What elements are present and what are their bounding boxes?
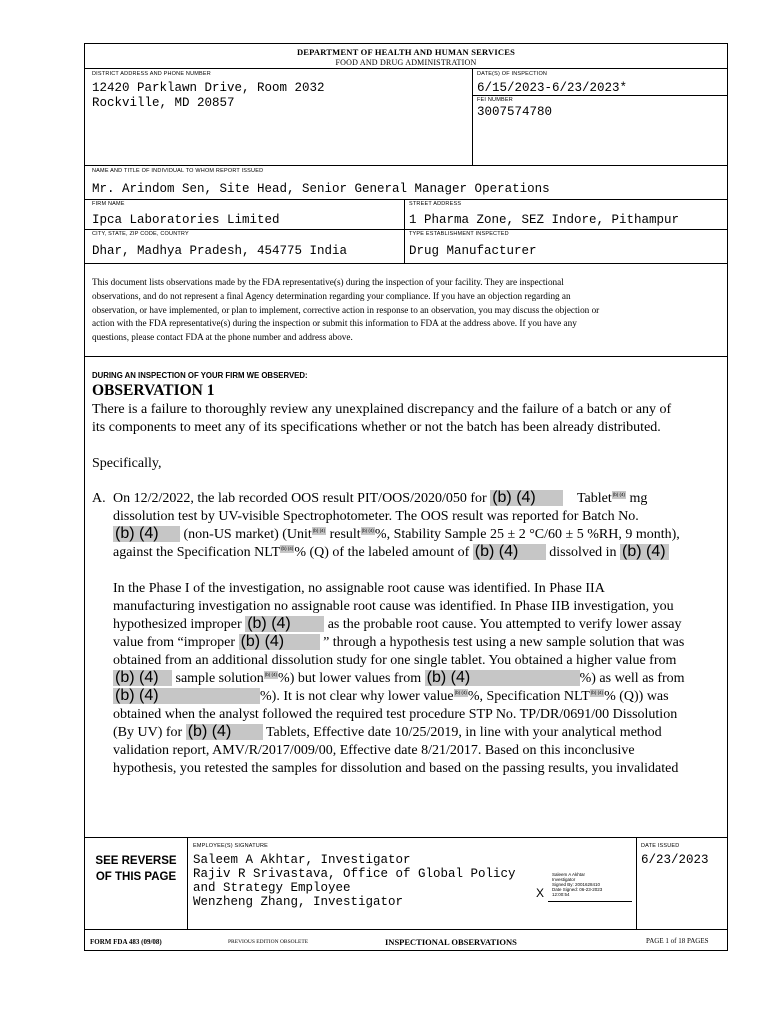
inspection-dates-label: DATE(S) OF INSPECTION bbox=[477, 71, 548, 77]
redaction-small: (b) (4) bbox=[281, 546, 294, 552]
fei-label: FEI NUMBER bbox=[477, 97, 513, 103]
p2-line8: obtained when the analyst followed the required test procedure STP No. TP/DR/0691/00 Dissolution bbox=[113, 707, 678, 722]
item-a-line1: On 12/2/2022, the lab recorded OOS result PIT/OOS/2020/050 for (b) (4) Tablet(b) (4) mg bbox=[113, 489, 648, 506]
type-label: TYPE ESTABLISHMENT INSPECTED bbox=[409, 231, 509, 237]
redaction: (b) (4) bbox=[245, 616, 324, 632]
observed-heading: DURING AN INSPECTION OF YOUR FIRM WE OBSERVED: bbox=[92, 371, 308, 380]
redaction: (b) (4) bbox=[490, 490, 563, 506]
signature-label: EMPLOYEE(S) SIGNATURE bbox=[193, 843, 268, 849]
signature-line bbox=[548, 901, 632, 902]
p2-line7: (b) (4) %). It is not clear why lower value(b) (4)%, Specification NLT(b) (4)% (Q)) was bbox=[115, 687, 669, 704]
redaction-small: (b) (4) bbox=[312, 528, 326, 534]
item-letter: A. bbox=[92, 491, 106, 506]
p2-line1: In the Phase I of the investigation, no assignable root cause was identified. In Phase IIA bbox=[113, 581, 605, 596]
recipient-value: Mr. Arindom Sen, Site Head, Senior General Manager Operations bbox=[92, 182, 550, 196]
inspectional-observations: INSPECTIONAL OBSERVATIONS bbox=[385, 937, 517, 947]
previous-edition: PREVIOUS EDITION OBSOLETE bbox=[228, 939, 309, 945]
redaction: (b) (4) bbox=[113, 526, 180, 542]
street-label: STREET ADDRESS bbox=[409, 201, 462, 207]
redaction: (b) (4) bbox=[113, 688, 260, 704]
district-line2: Rockville, MD 20857 bbox=[92, 96, 235, 110]
redaction: (b) (4) bbox=[620, 544, 669, 560]
signature-note: Saleem A Akhtar Investigator Signed By: 2001628410 Date Signed: 06-23-2023 12:00:54 bbox=[552, 872, 603, 897]
observation-title: OBSERVATION 1 bbox=[92, 382, 215, 399]
department-title: DEPARTMENT OF HEALTH AND HUMAN SERVICES bbox=[296, 47, 516, 57]
employee-list: Saleem A Akhtar, Investigator Rajiv R Srivastava, Office of Global Policy and Strategy Employee Wenzheng Zhang, Investigator bbox=[193, 853, 516, 909]
date-issued-label: DATE ISSUED bbox=[641, 843, 680, 849]
observation-intro: There is a failure to thoroughly review any unexplained discrepancy and the failure of a batch or any of its components to meet any of its specifications whether or not the batch has been already distributed. bbox=[92, 402, 672, 435]
p2-line3: hypothesized improper (b) (4) as the probable root cause. You attempted to verify lower assay bbox=[113, 615, 682, 632]
fei-value: 3007574780 bbox=[477, 105, 553, 119]
p2-line2: manufacturing investigation no assignable root cause was identified. In Phase IIB investigation, you bbox=[113, 599, 674, 614]
redaction-small: (b) (4) bbox=[454, 690, 467, 696]
item-a-line3: (b) (4) (non-US market) (Unit(b) (4) result(b) (4)%, Stability Sample 25 ± 2 °C/60 ± 5 %RH, 9 month), bbox=[115, 525, 680, 542]
item-a-line2: dissolution test by UV-visible Spectrophotometer. The OOS result was reported for Batch No. bbox=[113, 509, 639, 524]
city-label: CITY, STATE, ZIP CODE, COUNTRY bbox=[92, 231, 189, 237]
redaction: (b) (4) bbox=[113, 670, 172, 686]
p2-line11: hypothesis, you retested the samples for dissolution and based on the passing results, you invalidated bbox=[113, 761, 679, 776]
signature-x: X bbox=[536, 886, 545, 900]
date-issued-value: 6/23/2023 bbox=[641, 853, 709, 867]
p2-line10: validation report, AMV/R/2017/009/00, Effective date 8/21/2017. Based on this inconclusive bbox=[113, 743, 635, 758]
inspection-dates-value: 6/15/2023-6/23/2023* bbox=[477, 81, 628, 95]
agency-title: FOOD AND DRUG ADMINISTRATION bbox=[335, 58, 477, 67]
redaction-small: (b) (4) bbox=[361, 528, 374, 534]
see-reverse-label: SEE REVERSE OF THIS PAGE bbox=[95, 855, 177, 883]
redaction: (b) (4) bbox=[239, 634, 320, 650]
redaction: (b) (4) bbox=[186, 724, 263, 740]
district-line1: 12420 Parklawn Drive, Room 2032 bbox=[92, 81, 325, 95]
firm-value: Ipca Laboratories Limited bbox=[92, 213, 280, 227]
redaction-small: (b) (4) bbox=[590, 690, 604, 696]
p2-line4: value from “improper (b) (4) ” through a hypothesis test using a new sample solution that was bbox=[113, 633, 685, 650]
district-label: DISTRICT ADDRESS AND PHONE NUMBER bbox=[92, 71, 211, 77]
form-number: FORM FDA 483 (09/08) bbox=[90, 938, 162, 946]
page-number: PAGE 1 of 18 PAGES bbox=[646, 937, 709, 945]
city-value: Dhar, Madhya Pradesh, 454775 India bbox=[92, 244, 348, 258]
street-value: 1 Pharma Zone, SEZ Indore, Pithampur bbox=[409, 213, 680, 227]
item-a-line4: against the Specification NLT(b) (4)% (Q) of the labeled amount of (b) (4) dissolved in (b) (4) bbox=[113, 544, 725, 562]
p2-line9: (By UV) for (b) (4) Tablets, Effective date 10/25/2019, in line with your analytical method bbox=[113, 723, 662, 740]
redaction: (b) (4) bbox=[425, 670, 580, 686]
type-value: Drug Manufacturer bbox=[409, 244, 537, 258]
redaction: (b) (4) bbox=[473, 544, 546, 560]
p2-line6: (b) (4) sample solution(b) (4)%) but lower values from (b) (4) %) as well as from bbox=[115, 669, 685, 686]
firm-label: FIRM NAME bbox=[92, 201, 125, 207]
disclaimer: This document lists observations made by the FDA representative(s) during the inspection of your facility. They are inspectional observations, and do not represent a final Agency determination regarding your compliance. If you have an objection regarding an observation, or have implemented, or plan to implement, corrective action in response to an observation, you may discuss the objection or action with the FDA representative(s) during the inspection or submit this information to FDA at the address above. If you have any questions, please contact FDA at the phone number and address above. bbox=[92, 277, 600, 343]
p2-line5: obtained from an additional dissolution study for one single tablet. You obtained a higher value from bbox=[113, 653, 677, 668]
redaction-small: (b) (4) bbox=[612, 492, 625, 498]
specifically-label: Specifically, bbox=[92, 456, 162, 471]
recipient-label: NAME AND TITLE OF INDIVIDUAL TO WHOM REPORT ISSUED bbox=[92, 168, 264, 174]
redaction-small: (b) (4) bbox=[264, 672, 278, 678]
